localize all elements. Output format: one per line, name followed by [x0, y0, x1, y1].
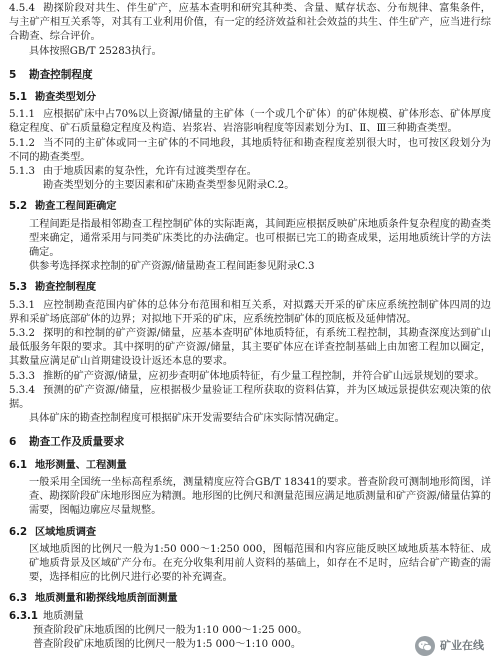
section-title: 地质测量和勘探线地质剖面测量 — [35, 593, 178, 605]
clause-number: 5.1.3 — [9, 166, 35, 178]
paragraph-appendix-ref: 勘查类型划分的主要因素和矿床勘查类型参见附录C.2。 — [43, 180, 295, 192]
paragraph-text: 由于地质因素的复杂性，允许有过渡类型存在。 — [43, 166, 257, 178]
section-title: 勘查控制程度 — [35, 282, 97, 294]
paragraph-5-3-3 — [9, 370, 491, 384]
clause-number: 5.3.3 — [9, 370, 35, 382]
section-title: 勘查控制程度 — [29, 68, 93, 81]
section-6-2-heading — [9, 526, 491, 540]
clause-number: 5.3.4 — [9, 384, 35, 396]
section-5-heading — [9, 68, 491, 82]
watermark-text: 矿业在线 — [440, 638, 484, 652]
paragraph-5-1-1 — [9, 108, 491, 136]
subsection-6-3-1-heading — [9, 610, 491, 624]
section-number: 5.3 — [9, 282, 28, 294]
paragraph-text: 应控制勘查范围内矿体的总体分布范围和相互关系，对拟露天开采的矿床应系统控制矿体四周的边界和采矿场底部矿体的边界；对拟地下开采的矿床，应系统控制矿体的顶底板及延伸情况。 — [9, 299, 491, 325]
paragraph-standard-ref: 具体按照GB/T 25283执行。 — [29, 45, 162, 57]
section-title: 地形测量、工程测量 — [35, 459, 127, 471]
wechat-icon — [415, 636, 435, 656]
paragraph-5-3-1 — [9, 299, 491, 327]
paragraph-5-3-2 — [9, 327, 491, 370]
paragraph-4-5-4 — [9, 2, 491, 45]
clause-number: 4.5.4 — [9, 3, 35, 14]
section-6-heading — [9, 435, 491, 449]
section-number: 5 — [9, 68, 17, 81]
list-item: 普查阶段矿床地质图的比例尺一般为1:5 000～1:10 000。 — [33, 638, 302, 650]
section-6-3-heading — [9, 592, 491, 606]
list-item: 预查阶段矿床地质图的比例尺一般为1:10 000～1:25 000。 — [33, 624, 308, 636]
watermark — [412, 634, 490, 658]
paragraph-5-1-3 — [9, 165, 491, 179]
clause-number: 5.1.2 — [9, 137, 35, 149]
section-number: 6.1 — [9, 459, 28, 471]
paragraph-text: 探明的和控制的矿产资源/储量，应基本查明矿体地质特征，有系统工程控制，其勘查深度达到矿山最低服务年限的要求。其中探明的矿产资源/储量，其主要矿体应在详查控制基础上由加密工程加以圈定，其数量应满足矿山首期建设设计返还本息的要求。 — [9, 328, 491, 368]
clause-number: 5.3.2 — [9, 328, 35, 340]
section-title: 勘查工程间距确定 — [35, 201, 117, 213]
paragraph-spacing: 工程间距是指最相邻勘查工程控制矿体的实际距离，其间距应根据反映矿床地质条件复杂程度的勘查类型来确定，通常采用与同类矿床类比的办法确定。也可根据已完工的勘查成果，运用地质统计学的方法确定。 — [29, 218, 491, 259]
paragraph-regional-geology: 区域地质图的比例尺一般为1:50 000～1:250 000，图幅范围和内容应能反映区域地质基本特征、成矿地质背景及区域矿产分布。在充分收集利用前人资料的基础上，如存在不足时，应结合矿产勘查的需要，选择相应的比例尺进行必要的补充调查。 — [29, 543, 491, 584]
section-number: 6 — [9, 436, 17, 449]
clause-number: 6.3.1 — [9, 610, 39, 622]
section-number: 5.1 — [9, 92, 28, 104]
paragraph-text: 勘探阶段对共生、伴生矿产，应基本查明和研究其种类、含量、赋存状态、分布规律、富集条件，与主矿产相互关系等，对其有工业利用价值，有一定的经济效益和社会效益的共生、伴生矿产，应当进行综合勘查、综合评价。 — [9, 3, 491, 43]
paragraph-text: 推断的矿产资源/储量，应初步查明矿体地质特征，有少量工程控制，并符合矿山远景规划的要求。 — [43, 370, 485, 382]
section-5-3-heading — [9, 281, 491, 295]
paragraph-text: 应根据矿床中占70%以上资源/储量的主矿体（一个或几个矿体）的矿体规模、矿体形态、矿体厚度稳定程度、矿石质量稳定程度及构造、岩浆岩、岩溶影响程度等因素划分为Ⅰ、Ⅱ、Ⅲ三种勘查类型。 — [9, 109, 491, 135]
clause-number: 5.1.1 — [9, 109, 35, 121]
paragraph-survey: 一般采用全国统一坐标高程系统，测量精度应符合GB/T 18341的要求。普查阶段可测制地形简图，详查、勘探阶段矿床地形图应为精测。地形图的比例尺和测量范围应满足地质测量和矿产资源/储量估算的需要，图幅边廓应尽量规整。 — [29, 476, 491, 517]
subsection-title: 地质测量 — [43, 610, 84, 622]
section-number: 5.2 — [9, 201, 28, 213]
paragraph-control-summary: 具体矿床的勘查控制程度可根据矿床开发需要结合矿床实际情况确定。 — [29, 413, 345, 425]
section-title: 勘查类型划分 — [35, 92, 97, 104]
paragraph-text: 当不同的主矿体或同一主矿体的不同地段，其地质特征和勘查程度差别很大时，也可按区段划分为不同的勘查类型。 — [9, 137, 491, 163]
clause-number: 5.3.1 — [9, 299, 35, 311]
paragraph-spacing-ref: 供参考选择探求控制的矿产资源/储量勘查工程间距参见附录C.3 — [29, 261, 315, 273]
paragraph-5-3-4 — [9, 384, 491, 412]
paragraph-text: 预测的矿产资源/储量，应根据极少量验证工程所获取的资料估算，并为区域远景提供宏观决策的依据。 — [9, 384, 491, 411]
section-5-2-heading — [9, 200, 491, 214]
paragraph-5-1-2 — [9, 137, 491, 165]
section-5-1-heading — [9, 91, 491, 105]
section-number: 6.3 — [9, 593, 28, 605]
section-title: 区域地质调查 — [35, 526, 97, 538]
section-number: 6.2 — [9, 526, 28, 538]
section-title: 勘查工作及质量要求 — [29, 436, 125, 449]
section-6-1-heading — [9, 459, 491, 473]
